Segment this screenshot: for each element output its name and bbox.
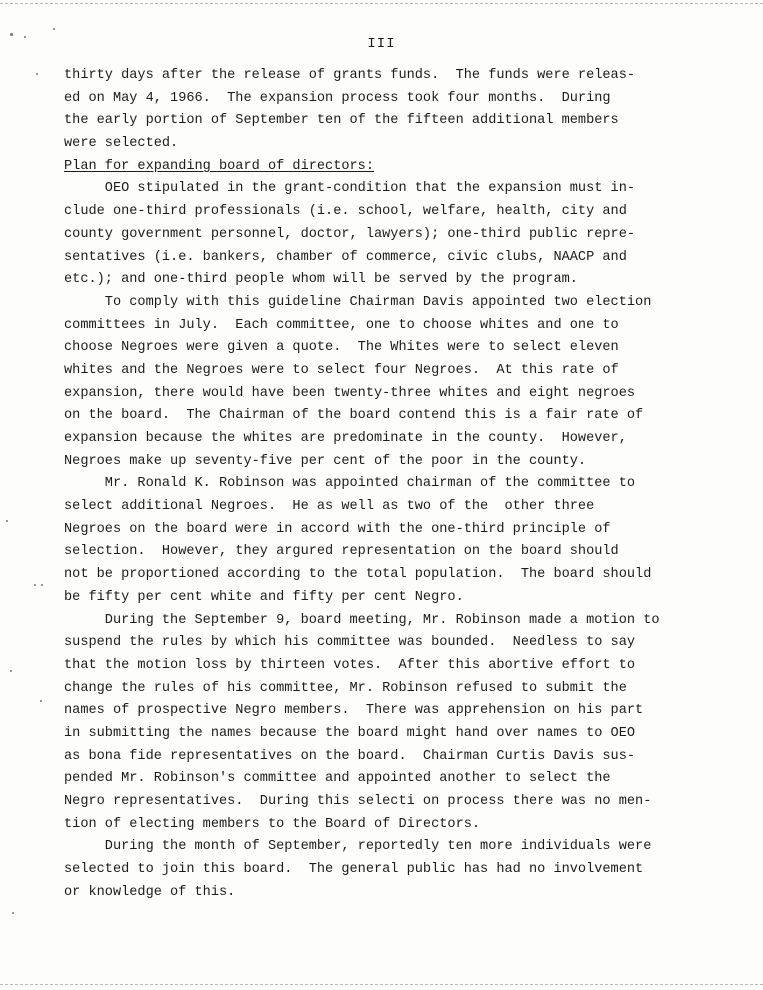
top-edge-rule [0,3,763,4]
text-line: selected to join this board. The general public has had no involvement [64,862,644,878]
scan-speck [10,33,13,36]
text-line: choose Negroes were given a quote. The Whites were to select eleven [64,340,619,356]
body-text [64,65,736,904]
scan-speck [40,700,42,702]
text-line: sentatives (i.e. bankers, chamber of commerce, civic clubs, NAACP and [64,249,627,265]
bottom-edge-rule [0,984,763,985]
text-line: Negroes on the board were in accord with the one-third principle of [64,521,611,537]
text-line: ed on May 4, 1966. The expansion process took four months. During [64,90,611,106]
scan-speck [41,584,43,586]
text-line: etc.); and one-third people whom will be served by the program. [64,272,578,288]
text-line: were selected. [64,136,179,152]
scan-speck [10,670,12,672]
text-line: be fifty per cent white and fifty per cent Negro. [64,589,464,605]
text-line: To comply with this guideline Chairman Davis appointed two election [64,294,652,310]
text-line: select additional Negroes. He as well as two of the other three [64,499,595,515]
text-line: not be proportioned according to the total population. The board should [64,567,652,583]
text-line: suspend the rules by which his committee was bounded. Needless to say [64,635,636,651]
text-line: whites and the Negroes were to select four Negroes. At this rate of [64,362,619,378]
text-line: names of prospective Negro members. There was apprehension on his part [64,703,644,719]
scan-speck [34,584,36,586]
text-line: Negro representatives. During this selecti on process there was no men- [64,794,652,809]
text-line: expansion, there would have been twenty-three whites and eight negroes [64,385,636,401]
text-line: in submitting the names because the board might hand over names to OEO [64,725,636,741]
text-line: change the rules of his committee, Mr. Robinson refused to submit the [64,680,627,696]
text-line: tion of electing members to the Board of Directors. [64,816,481,832]
text-line: as bona fide representatives on the board. Chairman Curtis Davis sus- [64,748,636,764]
scan-speck [24,36,26,38]
text-line: committees in July. Each committee, one to choose whites and one to [64,317,619,333]
text-line: thirty days after the release of grants funds. The funds were releas- [64,68,636,83]
scan-speck [53,28,55,30]
text-line: Mr. Ronald K. Robinson was appointed chairman of the committee to [64,476,636,492]
scan-speck [6,520,8,522]
text-line: or knowledge of this. [64,884,236,900]
text-line: Negroes make up seventy-five per cent of the poor in the county. [64,453,587,469]
text-line: During the September 9, board meeting, Mr. Robinson made a motion to [64,612,660,628]
text-line: During the month of September, reportedly ten more individuals were [64,839,652,855]
text-line: the early portion of September ten of the fifteen additional members [64,113,619,129]
text-line: that the motion loss by thirteen votes. After this abortive effort to [64,657,636,673]
page-number: III [367,36,396,52]
section-heading: Plan for expanding board of directors: [64,158,374,174]
text-line: OEO stipulated in the grant-condition that the expansion must in- [64,181,636,197]
scan-speck [12,912,14,914]
text-line: expansion because the whites are predominate in the county. However, [64,431,627,446]
text-line: pended Mr. Robinson's committee and appointed another to select the [64,771,611,787]
scan-speck [36,73,38,75]
text-line: county government personnel, doctor, lawyers); one-third public repre- [64,226,636,242]
text-line: on the board. The Chairman of the board contend this is a fair rate of [64,408,644,424]
text-line: clude one-third professionals (i.e. school, welfare, health, city and [64,204,627,220]
text-line: selection. However, they argured representation on the board should [64,544,619,560]
